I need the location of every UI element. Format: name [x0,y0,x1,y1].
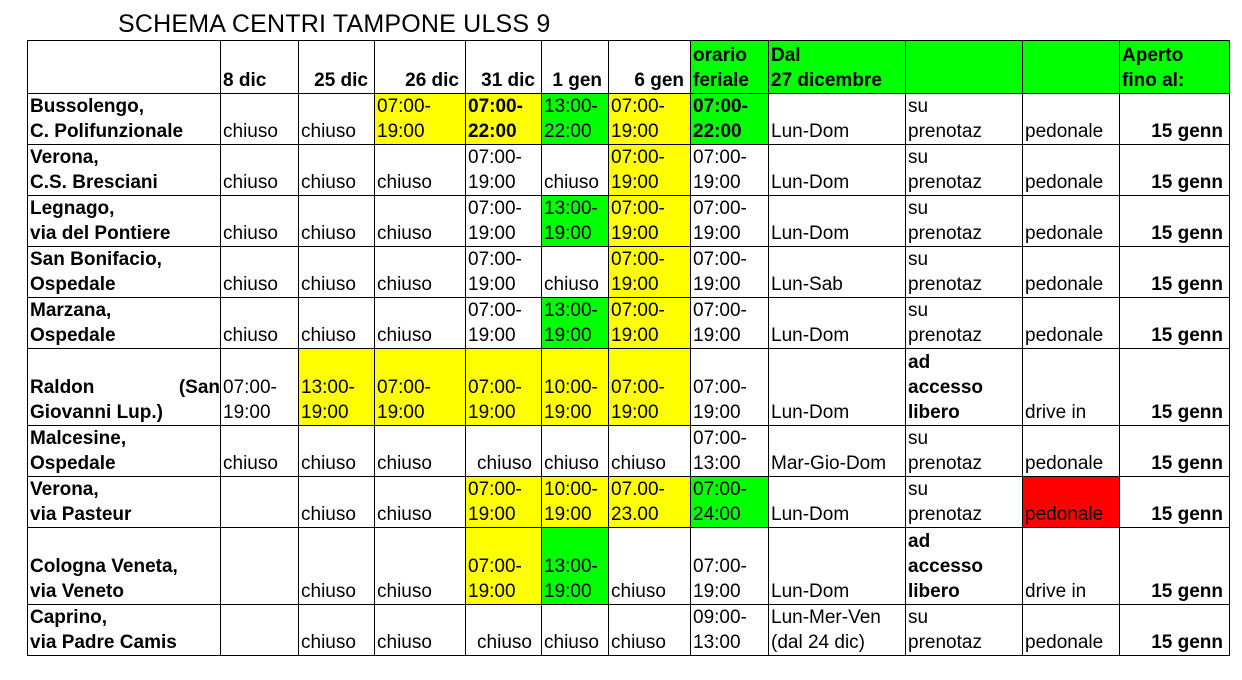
site-name: Legnago, via del Pontiere [28,196,221,247]
site-name: Malcesine, Ospedale [28,426,221,477]
cell-6gen: 07:00- 19:00 [609,247,691,298]
cell-26dic: chiuso [375,145,466,196]
cell-6gen: 07.00- 23.00 [609,477,691,528]
header-1gen: 1 gen [542,41,609,94]
cell-access: su prenotaz [906,94,1023,145]
site-name: Verona, C.S. Bresciani [28,145,221,196]
cell-8dic: chiuso [221,196,299,247]
cell-feriale: 07:00- 19:00 [691,349,769,426]
cell-access: ad accesso libero [906,349,1023,426]
cell-6gen: 07:00- 19:00 [609,196,691,247]
cell-25dic: chiuso [299,605,375,656]
cell-25dic: chiuso [299,528,375,605]
cell-access: su prenotaz [906,196,1023,247]
cell-feriale: 07:00- 24:00 [691,477,769,528]
cell-mode: pedonale [1023,605,1120,656]
cell-mode: pedonale [1023,196,1120,247]
cell-26dic: chiuso [375,528,466,605]
cell-feriale: 07:00- 19:00 [691,145,769,196]
cell-until: 15 genn [1120,528,1230,605]
cell-mode: pedonale [1023,145,1120,196]
cell-8dic: chiuso [221,247,299,298]
cell-31dic: 07:00- 22:00 [466,94,542,145]
cell-access: su prenotaz [906,426,1023,477]
cell-until: 15 genn [1120,94,1230,145]
cell-days: Lun-Dom [769,477,906,528]
cell-mode: pedonale [1023,477,1120,528]
cell-1gen: 13:00- 19:00 [542,528,609,605]
cell-1gen: 13:00- 22:00 [542,94,609,145]
cell-days: Lun-Dom [769,528,906,605]
cell-31dic: 07:00- 19:00 [466,196,542,247]
table-row [28,145,1230,196]
header-row [28,41,1230,94]
cell-6gen: 07:00- 19:00 [609,94,691,145]
cell-days: Lun-Dom [769,145,906,196]
cell-access: su prenotaz [906,477,1023,528]
cell-access: su prenotaz [906,605,1023,656]
header-dal-27-dicembre: Dal 27 dicembre [769,41,906,94]
cell-until: 15 genn [1120,349,1230,426]
cell-feriale: 07:00- 19:00 [691,298,769,349]
table-row [28,477,1230,528]
cell-access: ad accesso libero [906,528,1023,605]
cell-31dic: 07:00- 19:00 [466,145,542,196]
cell-days: Lun-Sab [769,247,906,298]
cell-26dic: 07:00- 19:00 [375,94,466,145]
table-row [28,94,1230,145]
table-row [28,298,1230,349]
cell-8dic: chiuso [221,145,299,196]
site-name: San Bonifacio, Ospedale [28,247,221,298]
header-access [906,41,1023,94]
cell-26dic: chiuso [375,298,466,349]
cell-31dic: 07:00- 19:00 [466,247,542,298]
cell-feriale: 07:00- 22:00 [691,94,769,145]
cell-days: Mar-Gio-Dom [769,426,906,477]
table-row [28,605,1230,656]
cell-26dic: 07:00- 19:00 [375,349,466,426]
cell-8dic: chiuso [221,94,299,145]
cell-days: Lun-Dom [769,94,906,145]
cell-6gen: chiuso [609,605,691,656]
cell-until: 15 genn [1120,145,1230,196]
cell-25dic: 13:00- 19:00 [299,349,375,426]
page-title: SCHEMA CENTRI TAMPONE ULSS 9 [118,10,551,38]
cell-days: Lun-Dom [769,349,906,426]
cell-access: su prenotaz [906,247,1023,298]
cell-1gen: 10:00- 19:00 [542,349,609,426]
table-row [28,247,1230,298]
header-26dic: 26 dic [375,41,466,94]
cell-26dic: chiuso [375,477,466,528]
cell-feriale: 09:00- 13:00 [691,605,769,656]
cell-feriale: 07:00- 13:00 [691,426,769,477]
cell-31dic: chiuso [466,426,542,477]
site-name: Verona, via Pasteur [28,477,221,528]
cell-mode: pedonale [1023,426,1120,477]
cell-25dic: chiuso [299,94,375,145]
header-25dic: 25 dic [299,41,375,94]
cell-6gen: 07:00- 19:00 [609,349,691,426]
cell-mode: pedonale [1023,298,1120,349]
cell-feriale: 07:00- 19:00 [691,528,769,605]
cell-until: 15 genn [1120,477,1230,528]
cell-days: Lun-Dom [769,298,906,349]
cell-days: Lun-Dom [769,196,906,247]
cell-8dic: chiuso [221,426,299,477]
cell-25dic: chiuso [299,298,375,349]
test-centers-table [27,40,1230,656]
cell-8dic: chiuso [221,298,299,349]
cell-feriale: 07:00- 19:00 [691,196,769,247]
cell-access: su prenotaz [906,145,1023,196]
cell-8dic [221,477,299,528]
cell-26dic: chiuso [375,196,466,247]
cell-6gen: 07:00- 19:00 [609,298,691,349]
cell-31dic: chiuso [466,605,542,656]
cell-6gen: chiuso [609,426,691,477]
cell-1gen: 13:00- 19:00 [542,298,609,349]
cell-31dic: 07:00- 19:00 [466,528,542,605]
cell-25dic: chiuso [299,426,375,477]
header-orario-feriale: orario feriale [691,41,769,94]
header-8dic: 8 dic [221,41,299,94]
cell-until: 15 genn [1120,247,1230,298]
cell-until: 15 genn [1120,426,1230,477]
cell-6gen: 07:00- 19:00 [609,145,691,196]
cell-31dic: 07:00- 19:00 [466,477,542,528]
header-site [28,41,221,94]
cell-mode: drive in [1023,528,1120,605]
header-aperto-fino-al: Aperto fino al: [1120,41,1230,94]
cell-8dic: 07:00- 19:00 [221,349,299,426]
site-name: Marzana, Ospedale [28,298,221,349]
cell-25dic: chiuso [299,196,375,247]
cell-1gen: chiuso [542,426,609,477]
cell-25dic: chiuso [299,145,375,196]
header-6gen: 6 gen [609,41,691,94]
cell-25dic: chiuso [299,247,375,298]
cell-1gen: chiuso [542,605,609,656]
table-row [28,528,1230,605]
cell-6gen: chiuso [609,528,691,605]
cell-1gen: chiuso [542,145,609,196]
cell-until: 15 genn [1120,298,1230,349]
cell-days: Lun-Mer-Ven (dal 24 dic) [769,605,906,656]
site-name: Bussolengo, C. Polifunzionale [28,94,221,145]
cell-until: 15 genn [1120,196,1230,247]
site-name: Caprino, via Padre Camis [28,605,221,656]
header-31dic: 31 dic [466,41,542,94]
header-mode [1023,41,1120,94]
cell-26dic: chiuso [375,247,466,298]
cell-feriale: 07:00- 19:00 [691,247,769,298]
cell-1gen: chiuso [542,247,609,298]
cell-31dic: 07:00- 19:00 [466,349,542,426]
cell-8dic [221,528,299,605]
cell-26dic: chiuso [375,426,466,477]
cell-31dic: 07:00- 19:00 [466,298,542,349]
cell-access: su prenotaz [906,298,1023,349]
cell-mode: pedonale [1023,247,1120,298]
site-name: Raldon (San Giovanni Lup.) [28,349,221,426]
site-name: Cologna Veneta, via Veneto [28,528,221,605]
cell-25dic: chiuso [299,477,375,528]
cell-1gen: 13:00- 19:00 [542,196,609,247]
table-row [28,426,1230,477]
cell-26dic: chiuso [375,605,466,656]
cell-1gen: 10:00- 19:00 [542,477,609,528]
cell-mode: pedonale [1023,94,1120,145]
cell-until: 15 genn [1120,605,1230,656]
table-row [28,349,1230,426]
cell-8dic [221,605,299,656]
table-row [28,196,1230,247]
cell-mode: drive in [1023,349,1120,426]
